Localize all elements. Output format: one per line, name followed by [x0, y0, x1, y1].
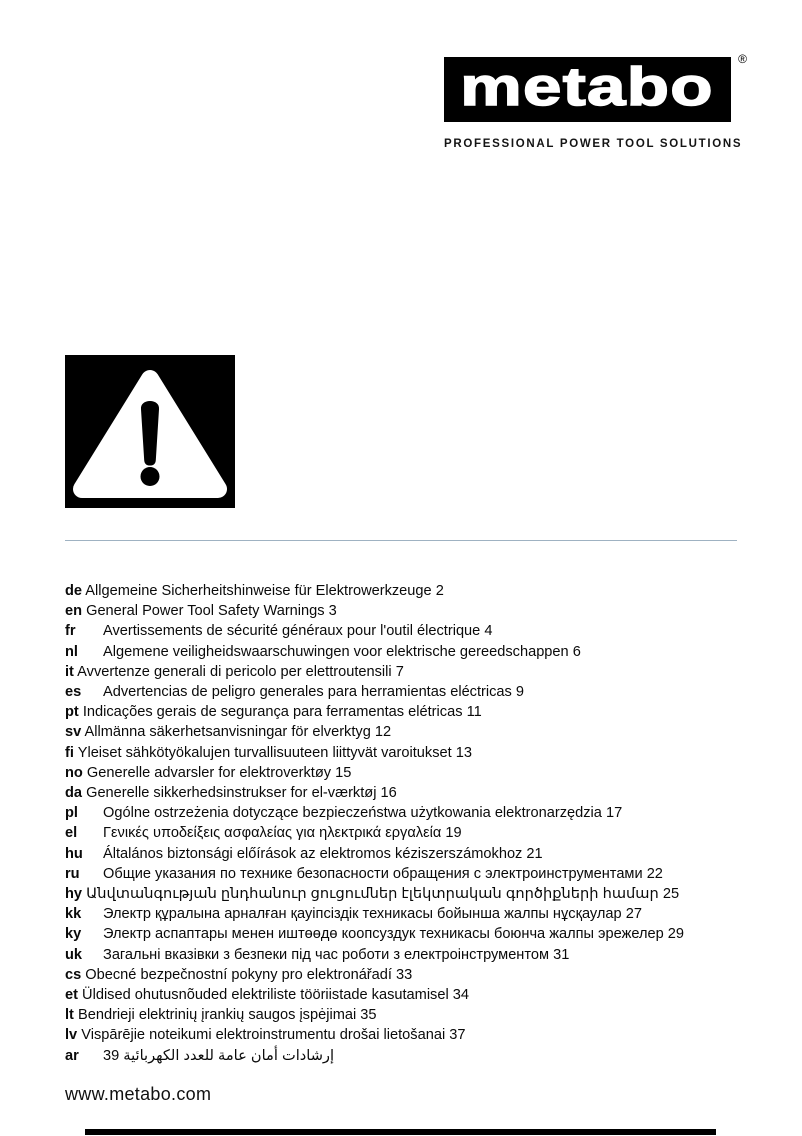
toc-row-pt	[65, 702, 765, 722]
language-code: ru	[65, 865, 80, 882]
language-title: Vispārējie noteikumi elektroinstrumentu drošai lietošanai	[81, 1027, 446, 1044]
toc-row-no	[65, 763, 765, 783]
page-number: 12	[374, 724, 392, 741]
logo-box	[444, 57, 731, 122]
language-title: Allgemeine Sicherheitshinweise für Elektrowerkzeuge	[85, 583, 432, 599]
language-code: hu	[65, 845, 83, 862]
registered-trademark-icon: ®	[738, 52, 747, 66]
language-title: Avertissements de sécurité généraux pour l'outil électrique	[103, 623, 481, 640]
page-number: 15	[335, 764, 352, 781]
language-code: cs	[65, 966, 82, 983]
language-title: Indicações gerais de segurança para ferramentas elétricas	[82, 704, 463, 721]
page-number: 39	[103, 1047, 120, 1064]
language-title: إرشادات أمان عامة للعدد الكهربائية	[123, 1047, 335, 1064]
language-title: Allmänna säkerhetsanvisningar för elverktyg	[84, 724, 371, 741]
language-code: de	[65, 583, 83, 599]
language-title: Անվտանգության ընդհանուր ցուցումներ էլեկտրական գործիքների համար	[86, 886, 659, 903]
language-code: hy	[65, 886, 83, 903]
toc-row-sv	[65, 722, 765, 742]
toc-row-cs	[65, 965, 765, 985]
language-title: Algemene veiligheidswaarschuwingen voor elektrische gereedschappen	[103, 643, 569, 660]
language-title: Γενικές υποδείξεις ασφαλείας για ηλεκτρικά εργαλεία	[103, 825, 442, 842]
language-title: Bendrieji elektrinių įrankių saugos įspėjimai	[77, 1007, 357, 1024]
page-number: 31	[553, 946, 570, 963]
language-toc	[65, 581, 765, 1066]
language-code: nl	[65, 643, 78, 660]
page-number: 2	[435, 583, 444, 599]
language-title: Общие указания по технике безопасности обращения с электроинструментами	[103, 865, 643, 882]
toc-row-hy	[65, 884, 765, 904]
language-code: uk	[65, 946, 83, 963]
language-title: Электр құралына арналған қауіпсіздік техникасы бойынша жалпы нұсқаулар	[103, 906, 622, 923]
page-number: 29	[667, 926, 685, 943]
language-title: Obecné bezpečnostní pokyny pro elektronářadí	[85, 966, 392, 983]
language-code: el	[65, 825, 78, 842]
toc-row-nl	[65, 642, 765, 662]
language-code: it	[65, 663, 74, 680]
language-code: lv	[65, 1027, 78, 1044]
toc-row-et	[65, 985, 765, 1005]
page-number: 4	[484, 623, 493, 640]
language-title: Üldised ohutusnõuded elektriliste tööriistade kasutamisel	[82, 987, 449, 1004]
page-number: 17	[605, 805, 623, 822]
language-title: Электр аспаптары менен иштөөдө коопсуздук техникасы боюнча жалпы эрежелер	[103, 926, 664, 943]
language-title: Generelle advarsler for elektroverktøy	[86, 764, 332, 781]
toc-row-da	[65, 783, 765, 803]
brand-slogan: PROFESSIONAL POWER TOOL SOLUTIONS	[444, 138, 743, 150]
page-number: 22	[646, 865, 663, 882]
toc-row-ar	[65, 1046, 765, 1066]
page-number: 34	[452, 987, 470, 1004]
page-number: 16	[380, 785, 397, 802]
toc-row-hu	[65, 844, 765, 864]
page-number: 11	[466, 704, 482, 721]
page-number: 37	[449, 1027, 466, 1044]
page-number: 3	[328, 603, 337, 620]
language-title: General Power Tool Safety Warnings	[86, 603, 325, 620]
language-code: pt	[65, 704, 79, 721]
toc-row-es	[65, 682, 765, 702]
toc-row-ru	[65, 864, 765, 884]
bottom-bar	[85, 1129, 716, 1135]
toc-row-de	[65, 581, 765, 601]
page-number: 13	[455, 744, 472, 761]
toc-row-lt	[65, 1005, 765, 1025]
language-code: kk	[65, 906, 82, 923]
language-code: et	[65, 987, 78, 1004]
toc-row-kk	[65, 904, 765, 924]
language-code: lt	[65, 1007, 74, 1024]
toc-row-pl	[65, 803, 765, 823]
language-title: Yleiset sähkötyökalujen turvallisuuteen liittyvät varoitukset	[77, 744, 452, 761]
language-code: sv	[65, 724, 82, 741]
language-title: Advertencias de peligro generales para herramientas eléctricas	[103, 684, 512, 701]
language-code: fi	[65, 744, 74, 761]
language-title: Generelle sikkerhedsinstrukser for el-værktøj	[86, 785, 377, 802]
toc-row-uk	[65, 945, 765, 965]
toc-row-el	[65, 823, 765, 843]
language-code: pl	[65, 805, 78, 822]
page-number: 9	[515, 684, 525, 701]
page-number: 33	[396, 966, 413, 983]
toc-row-it	[65, 662, 765, 682]
page-number: 19	[445, 825, 462, 842]
toc-row-ky	[65, 924, 765, 944]
page-number: 6	[572, 643, 581, 660]
warning-triangle-icon	[65, 355, 235, 508]
page-number: 7	[395, 663, 404, 680]
language-code: ar	[65, 1047, 79, 1064]
toc-row-fr	[65, 621, 765, 641]
separator-line	[65, 540, 737, 541]
language-code: ky	[65, 926, 82, 943]
language-title: Ogólne ostrzeżenia dotyczące bezpieczeństwa użytkowania elektronarzędzia	[103, 805, 602, 822]
toc-row-en	[65, 601, 765, 621]
toc-row-fi	[65, 743, 765, 763]
toc-row-lv	[65, 1025, 765, 1045]
page-number: 35	[360, 1007, 377, 1024]
page-number: 27	[625, 906, 642, 923]
language-title: Avvertenze generali di pericolo per elettroutensili	[77, 663, 392, 680]
metabo-logo	[444, 52, 747, 150]
page-number: 25	[662, 886, 680, 903]
logo-wordmark: metabo	[460, 57, 715, 117]
language-code: no	[65, 764, 83, 781]
language-code: fr	[65, 623, 76, 640]
language-code: en	[65, 603, 83, 620]
language-code: es	[65, 684, 82, 701]
language-title: Általános biztonsági előírások az elektromos kéziszerszámokhoz	[103, 845, 523, 862]
language-title: Загальні вказівки з безпеки під час роботи з електроінструментом	[103, 946, 550, 963]
language-code: da	[65, 785, 83, 802]
page-number: 21	[526, 845, 543, 862]
website-text: www.metabo.com	[65, 1084, 212, 1104]
